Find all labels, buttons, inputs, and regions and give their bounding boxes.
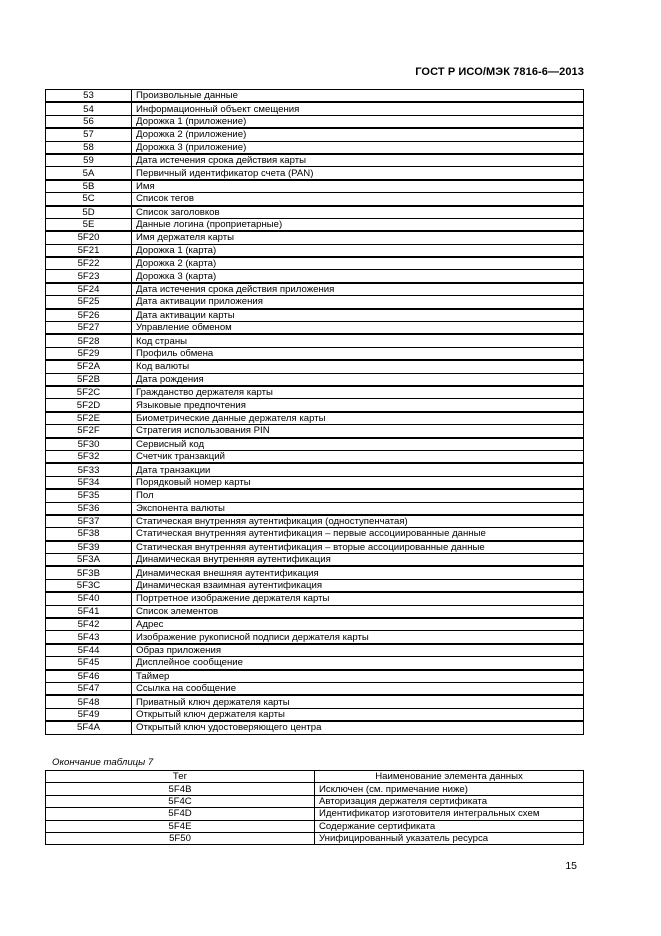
tag-cell: 53 — [46, 90, 132, 103]
table-row — [46, 373, 584, 386]
element-name-cell: Дата активации приложения — [132, 296, 584, 309]
element-name-cell: Портретное изображение держателя карты — [132, 592, 584, 605]
table-row — [46, 425, 584, 438]
table-row — [46, 399, 584, 412]
table-row — [46, 296, 584, 309]
element-name-cell: Пол — [132, 489, 584, 502]
tag-cell: 5F2B — [46, 373, 132, 386]
element-name-cell: Порядковый номер карты — [132, 476, 584, 489]
element-name-cell: Изображение рукописной подписи держателя карты — [132, 631, 584, 644]
tag-cell: 5F32 — [46, 450, 132, 463]
table-row — [46, 476, 584, 489]
element-name-cell: Дорожка 2 (приложение) — [132, 128, 584, 141]
table-row — [46, 721, 584, 734]
tag-cell: 5F2F — [46, 425, 132, 438]
element-name-cell: Гражданство держателя карты — [132, 386, 584, 399]
element-name-cell: Произвольные данные — [132, 90, 584, 103]
element-name-cell: Код валюты — [132, 360, 584, 373]
element-name-cell: Статическая внутренняя аутентификация – первые ассоциированные данные — [132, 528, 584, 541]
element-name-cell: Список элементов — [132, 605, 584, 618]
table-row — [46, 820, 584, 832]
element-name-cell: Управление обменом — [132, 322, 584, 335]
table-row — [46, 257, 584, 270]
tag-cell: 5F2C — [46, 386, 132, 399]
tag-cell: 5C — [46, 193, 132, 206]
element-name-cell: Информационный объект смещения — [132, 102, 584, 115]
tag-cell: 5F43 — [46, 631, 132, 644]
tag-cell: 5F2D — [46, 399, 132, 412]
tag-cell: 5F36 — [46, 502, 132, 515]
table-row — [46, 438, 584, 451]
table-row — [46, 141, 584, 154]
element-name-cell: Унифицированный указатель ресурса — [315, 832, 584, 844]
tag-cell: 5F30 — [46, 438, 132, 451]
table-row — [46, 360, 584, 373]
tag-cell: 5F37 — [46, 515, 132, 528]
element-name-cell: Дорожка 2 (карта) — [132, 257, 584, 270]
table-row — [46, 528, 584, 541]
tag-cell: 5F4A — [46, 721, 132, 734]
tag-cell: 5F28 — [46, 334, 132, 347]
element-name-cell: Дорожка 1 (приложение) — [132, 115, 584, 128]
page-number: 15 — [565, 860, 577, 872]
table-row — [46, 618, 584, 631]
table-row — [46, 102, 584, 115]
table-row — [46, 489, 584, 502]
tag-cell: 5F26 — [46, 309, 132, 322]
tag-cell: 5F4B — [46, 783, 315, 795]
table-row — [46, 631, 584, 644]
element-name-cell: Приватный ключ держателя карты — [132, 695, 584, 708]
tag-cell: 5F49 — [46, 708, 132, 721]
element-name-cell: Открытый ключ удостоверяющего центра — [132, 721, 584, 734]
element-name-cell: Данные логина (проприетарные) — [132, 218, 584, 231]
tag-cell: 5F24 — [46, 283, 132, 296]
tag-cell: 5F46 — [46, 670, 132, 683]
element-name-cell: Дата транзакции — [132, 463, 584, 476]
tag-cell: 5E — [46, 218, 132, 231]
tag-cell: 5F23 — [46, 270, 132, 283]
tag-cell: 5F41 — [46, 605, 132, 618]
table-row — [46, 283, 584, 296]
table-row — [46, 515, 584, 528]
tag-cell: 5A — [46, 167, 132, 180]
tag-cell: 5F29 — [46, 347, 132, 360]
tag-cell: 5F44 — [46, 644, 132, 657]
header-tag: Тег — [46, 771, 315, 783]
element-name-cell: Открытый ключ держателя карты — [132, 708, 584, 721]
table-row — [46, 832, 584, 844]
table-row — [46, 657, 584, 670]
element-name-cell: Код страны — [132, 334, 584, 347]
table-row — [46, 386, 584, 399]
element-name-cell: Список тегов — [132, 193, 584, 206]
element-name-cell: Экспонента валюты — [132, 502, 584, 515]
tag-cell: 5F50 — [46, 832, 315, 844]
tag-cell: 5F2E — [46, 412, 132, 425]
tag-cell: 5F42 — [46, 618, 132, 631]
table-row — [46, 566, 584, 579]
element-name-cell: Имя — [132, 180, 584, 193]
element-name-cell: Дорожка 3 (приложение) — [132, 141, 584, 154]
tag-cell: 5F4E — [46, 820, 315, 832]
element-name-cell: Дата истечения срока действия приложения — [132, 283, 584, 296]
tag-cell: 5F27 — [46, 322, 132, 335]
table-row — [46, 206, 584, 219]
tag-cell: 57 — [46, 128, 132, 141]
table-row — [46, 783, 584, 795]
table-row — [46, 244, 584, 257]
table-row — [46, 502, 584, 515]
element-name-cell: Профиль обмена — [132, 347, 584, 360]
tag-cell: 5F45 — [46, 657, 132, 670]
tag-cell: 5B — [46, 180, 132, 193]
element-name-cell: Динамическая внутренняя аутентификация — [132, 554, 584, 567]
table-row — [46, 180, 584, 193]
table-row — [46, 579, 584, 592]
table-row — [46, 270, 584, 283]
table-row — [46, 450, 584, 463]
continuation-table — [45, 770, 584, 845]
table-header-row — [46, 771, 584, 783]
element-name-cell: Дорожка 1 (карта) — [132, 244, 584, 257]
table-row — [46, 670, 584, 683]
element-name-cell: Дисплейное сообщение — [132, 657, 584, 670]
tag-cell: 5F25 — [46, 296, 132, 309]
tag-cell: 56 — [46, 115, 132, 128]
element-name-cell: Список заголовков — [132, 206, 584, 219]
element-name-cell: Динамическая внешняя аутентификация — [132, 566, 584, 579]
tag-cell: 5F34 — [46, 476, 132, 489]
tag-cell: 5F35 — [46, 489, 132, 502]
element-name-cell: Содержание сертификата — [315, 820, 584, 832]
table-row — [46, 90, 584, 103]
tag-cell: 5F39 — [46, 541, 132, 554]
table-row — [46, 708, 584, 721]
table-row — [46, 592, 584, 605]
tag-cell: 5F33 — [46, 463, 132, 476]
table-row — [46, 605, 584, 618]
tag-cell: 5F48 — [46, 695, 132, 708]
table-row — [46, 695, 584, 708]
tag-cell: 59 — [46, 154, 132, 167]
element-name-cell: Авторизация держателя сертификата — [315, 795, 584, 807]
table-row — [46, 412, 584, 425]
table-row — [46, 167, 584, 180]
table-row — [46, 334, 584, 347]
tag-cell: 5F4D — [46, 808, 315, 820]
table-caption: Окончание таблицы 7 — [52, 757, 154, 768]
table-row — [46, 682, 584, 695]
element-name-cell: Статическая внутренняя аутентификация (одноступенчатая) — [132, 515, 584, 528]
table-row — [46, 218, 584, 231]
element-name-cell: Языковые предпочтения — [132, 399, 584, 412]
tag-cell: 5F22 — [46, 257, 132, 270]
element-name-cell: Биометрические данные держателя карты — [132, 412, 584, 425]
table-row — [46, 347, 584, 360]
element-name-cell: Дата рождения — [132, 373, 584, 386]
element-name-cell: Имя держателя карты — [132, 231, 584, 244]
element-name-cell: Сервисный код — [132, 438, 584, 451]
tag-cell: 5F38 — [46, 528, 132, 541]
table-row — [46, 463, 584, 476]
table-row — [46, 322, 584, 335]
tag-cell: 5F40 — [46, 592, 132, 605]
table-row — [46, 644, 584, 657]
tag-cell: 5D — [46, 206, 132, 219]
element-name-cell: Динамическая взаимная аутентификация — [132, 579, 584, 592]
element-name-cell: Дата истечения срока действия карты — [132, 154, 584, 167]
table-row — [46, 554, 584, 567]
element-name-cell: Идентификатор изготовителя интегральных схем — [315, 808, 584, 820]
tag-cell: 5F3C — [46, 579, 132, 592]
tag-cell: 5F3B — [46, 566, 132, 579]
tag-cell: 58 — [46, 141, 132, 154]
tag-cell: 5F3A — [46, 554, 132, 567]
element-name-cell: Таймер — [132, 670, 584, 683]
table-row — [46, 115, 584, 128]
table-row — [46, 541, 584, 554]
element-name-cell: Статическая внутренняя аутентификация – вторые ассоциированные данные — [132, 541, 584, 554]
table-row — [46, 808, 584, 820]
table-row — [46, 128, 584, 141]
tag-cell: 5F20 — [46, 231, 132, 244]
element-name-cell: Стратегия использования PIN — [132, 425, 584, 438]
tag-cell: 5F2A — [46, 360, 132, 373]
element-name-cell: Исключен (см. примечание ниже) — [315, 783, 584, 795]
tag-cell: 5F47 — [46, 682, 132, 695]
element-name-cell: Счетчик транзакций — [132, 450, 584, 463]
element-name-cell: Дата активации карты — [132, 309, 584, 322]
element-name-cell: Дорожка 3 (карта) — [132, 270, 584, 283]
continuation-body — [46, 783, 584, 845]
header-name: Наименование элемента данных — [315, 771, 584, 783]
element-name-cell: Ссылка на сообщение — [132, 682, 584, 695]
element-name-cell: Образ приложения — [132, 644, 584, 657]
table-row — [46, 795, 584, 807]
tag-cell: 54 — [46, 102, 132, 115]
element-name-cell: Первичный идентификатор счета (PAN) — [132, 167, 584, 180]
document-header: ГОСТ Р ИСО/МЭК 7816-6—2013 — [415, 66, 584, 78]
table-row — [46, 231, 584, 244]
tag-cell: 5F4C — [46, 795, 315, 807]
tag-cell: 5F21 — [46, 244, 132, 257]
data-elements-table — [45, 89, 584, 735]
table-body — [46, 90, 584, 735]
table-row — [46, 154, 584, 167]
table-row — [46, 309, 584, 322]
element-name-cell: Адрес — [132, 618, 584, 631]
table-row — [46, 193, 584, 206]
